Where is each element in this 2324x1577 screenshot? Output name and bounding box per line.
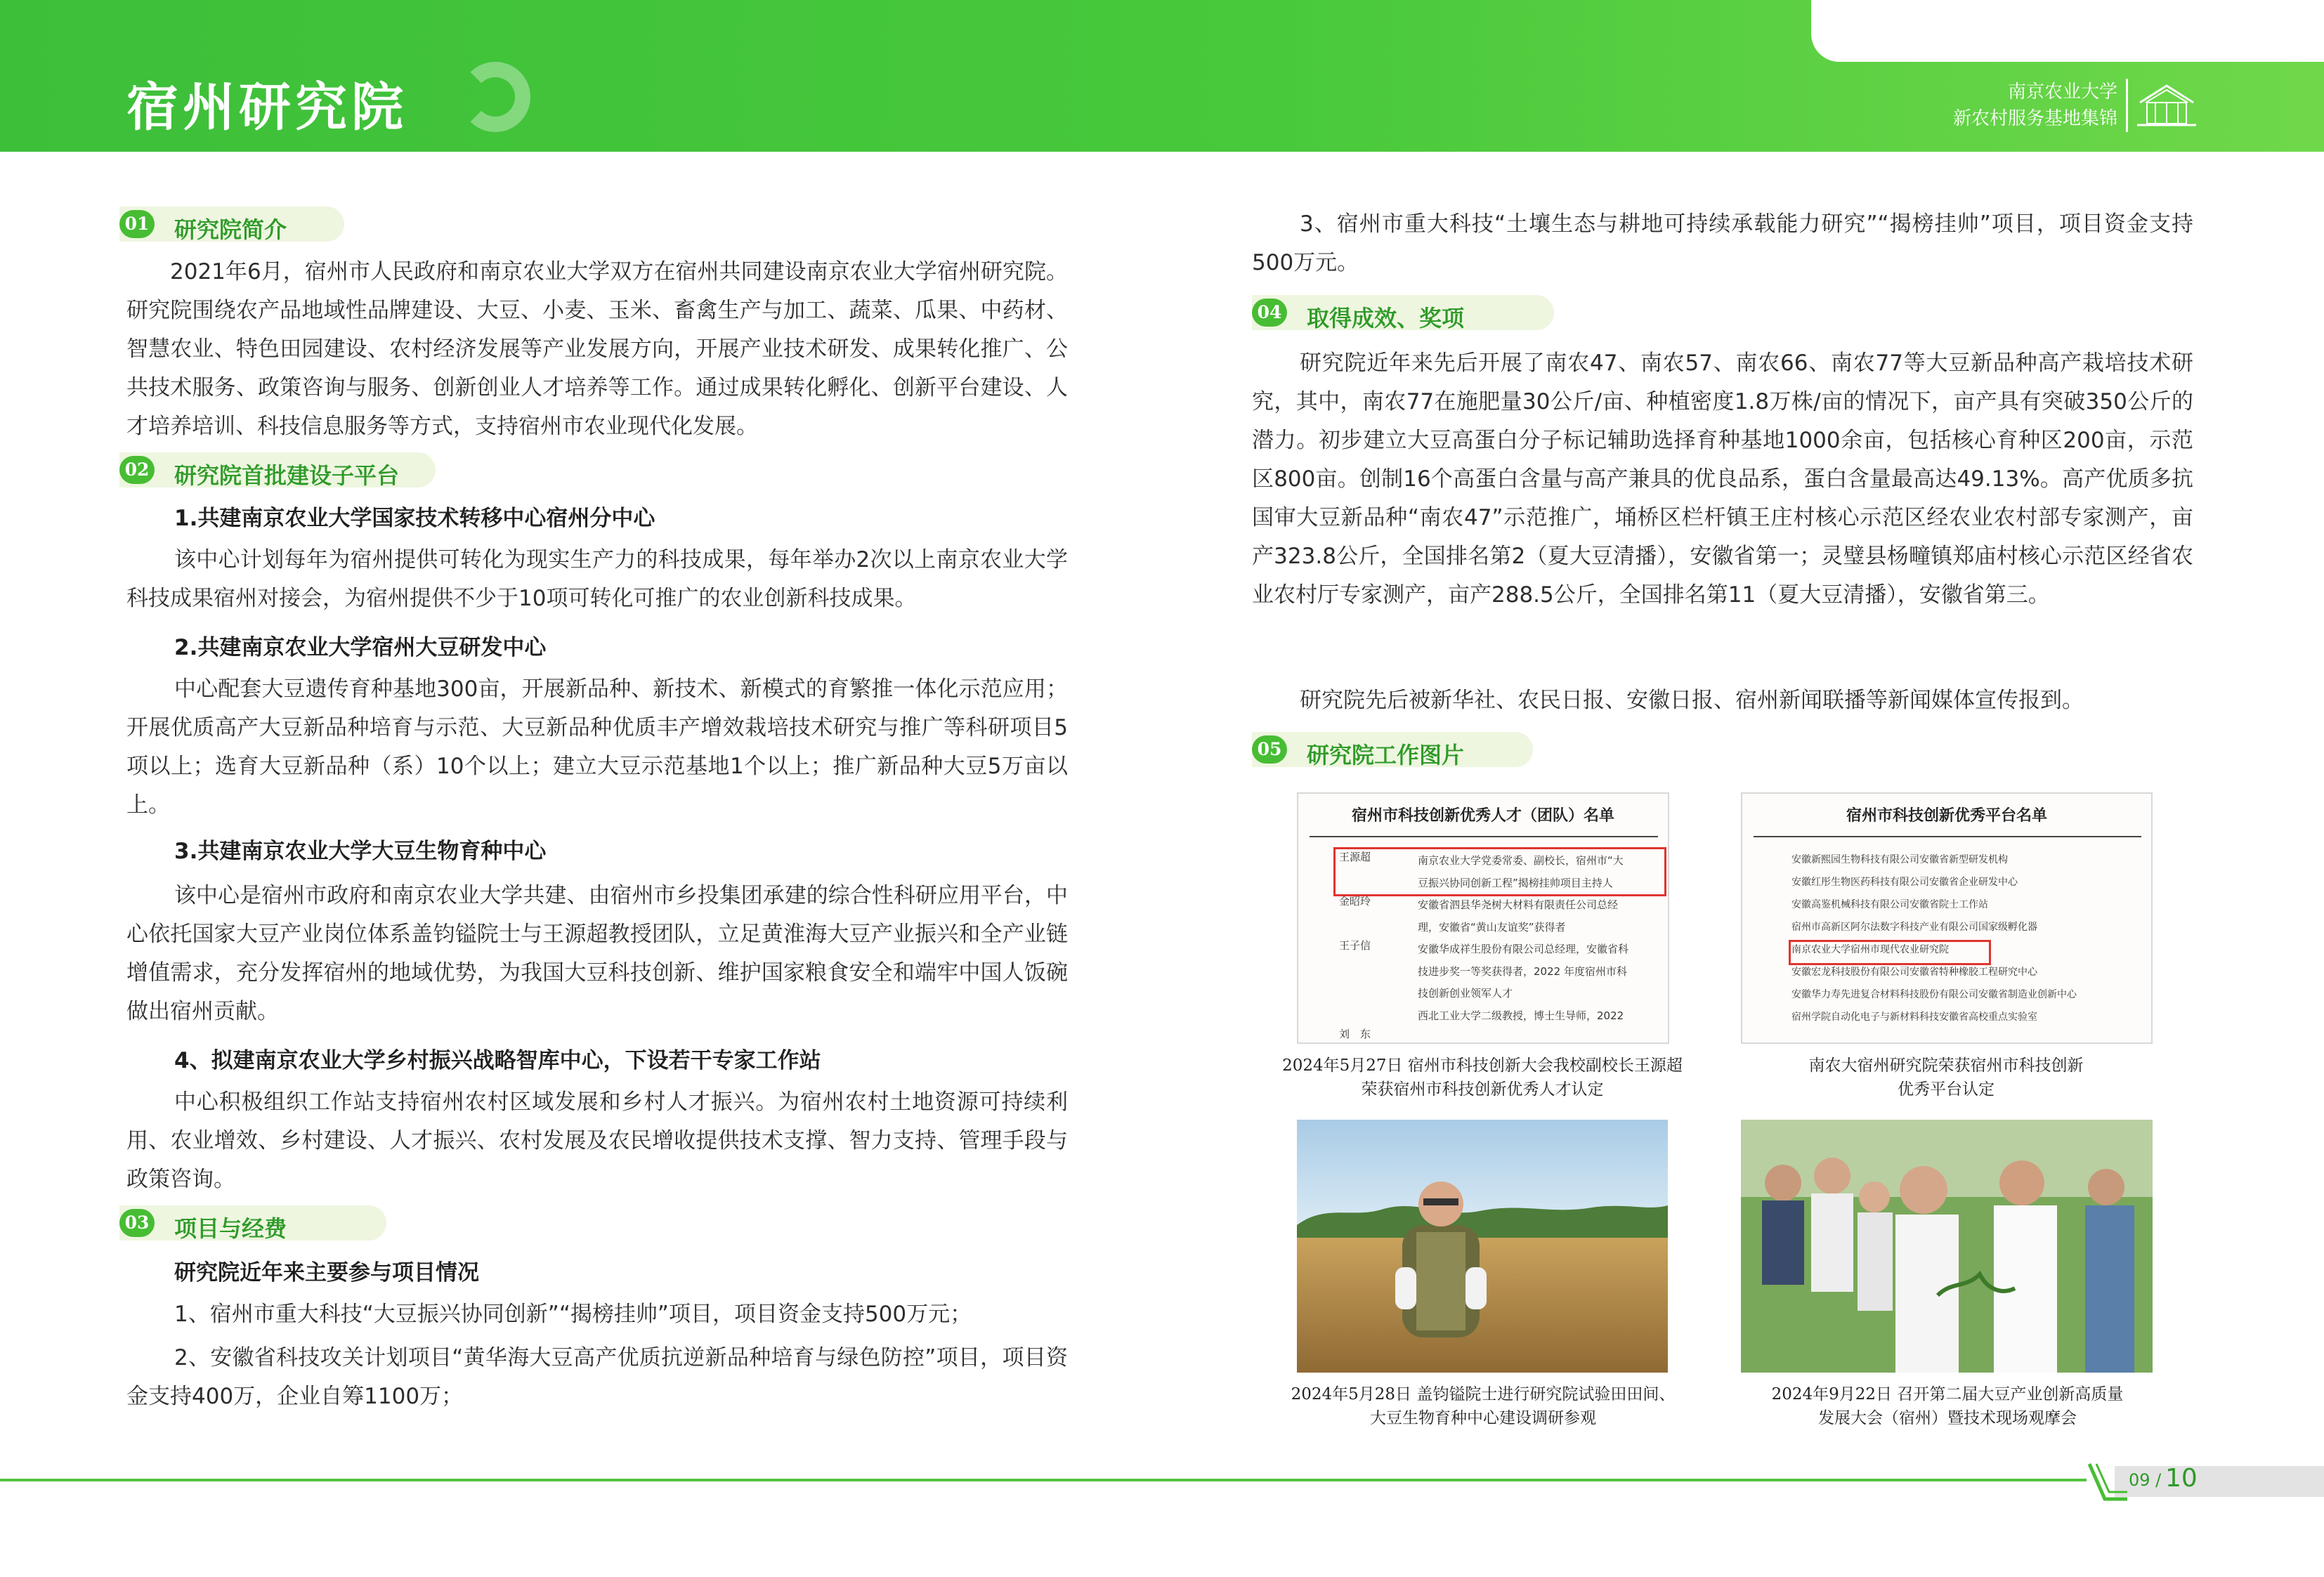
section-number: 03 xyxy=(119,1209,155,1237)
name: 刘 东 xyxy=(1339,1028,1371,1040)
description-line: 西北工业大学二级教授，博士生导师，2022 xyxy=(1418,1009,1624,1022)
description-line: 南京农业大学党委常委、副校长，宿州市“大 xyxy=(1418,854,1624,867)
section-title: 项目与经费 xyxy=(174,1215,287,1242)
decorative-ring xyxy=(460,62,530,132)
highlight-box xyxy=(1789,940,1991,965)
caption-line: 2024年5月27日 宿州市科技创新大会我校副校长王源超 xyxy=(1282,1056,1683,1075)
name: 金昭玲 xyxy=(1339,895,1371,908)
section-number: 04 xyxy=(1252,299,1287,327)
caption-line: 大豆生物育种中心建设调研参观 xyxy=(1370,1409,1596,1427)
header-corner-panel xyxy=(1811,0,2324,62)
intro-paragraph: 2021年6月，宿州市人民政府和南京农业大学双方在宿州共同建设南京农业大学宿州研究院。研究院围绕农产品地域性品牌建设、大豆、小麦、玉米、畜禽生产与加工、蔬菜、瓜果、中药材、智慧农业、特色田园建设、农村经济发展等产业发展方向，开展产业技术研发、成果转化推广、公共技术服务、政策咨询与服务、创新创业人才培养等工作。通过成果转化孵化、创新平台建设、人才培养培训、科技信息服务等方式，支持宿州市农业现代化发展。 xyxy=(126,259,1068,439)
platform-line: 安徽红彤生物医药科技有限公司安徽省企业研发中心 xyxy=(1791,877,2018,888)
caption-field-visit xyxy=(1269,1382,1697,1430)
section-head-photos xyxy=(1252,732,1533,767)
page-number-right: 10 xyxy=(2165,1464,2198,1493)
section-number: 01 xyxy=(119,210,155,238)
certificate-talent-list xyxy=(1297,792,1669,1044)
section-number: 02 xyxy=(119,456,155,484)
certificate-platform-list xyxy=(1741,792,2153,1044)
caption-line: 优秀平台认定 xyxy=(1898,1080,1995,1099)
section-head-projects xyxy=(119,1205,386,1241)
page-number-left: 09 / xyxy=(2129,1470,2162,1490)
description-line: 技创新创业领军人才 xyxy=(1418,987,1513,1000)
caption-line: 荣获宿州市科技创新优秀人才认定 xyxy=(1361,1080,1604,1099)
achievements-paragraph: 研究院近年来先后开展了南农47、南农57、南农66、南农77等大豆新品种高产栽培技术研究，其中，南农77在施肥量30公斤/亩、种植密度1.8万株/亩的情况下，亩产具有突破350公斤的潜力。初步建立大豆高蛋白分子标记辅助选择育种基地1000余亩，包括核心育种区200亩，示范区800亩。创制16个高蛋白含量与高产兼具的优良品系，蛋白含量最高达49.13%。高产优质多抗国审大豆新品种“南农47”示范推广，埇桥区栏杆镇王庄村核心示范区经农业农村部专家测产，亩产323.8公斤，全国排名第2（夏大豆清播），安徽省第一；灵璧县杨疃镇郑庙村核心示范区经省农业农村厅专家测产，亩产288.5公斤，全国排名第11（夏大豆清播），安徽省第三。 xyxy=(1252,351,2193,608)
highlight-box xyxy=(1333,847,1666,896)
building-logo-icon xyxy=(2136,81,2198,129)
platform-line: 安徽新熙园生物科技有限公司安徽省新型研发机构 xyxy=(1791,854,2008,865)
media-coverage-paragraph: 研究院先后被新华社、农民日报、安徽日报、宿州新闻联播等新闻媒体宣传报到。 xyxy=(1300,688,2084,713)
description-line: 技进步奖一等奖获得者，2022 年度宿州市科 xyxy=(1418,964,1627,978)
section-title: 取得成效、奖项 xyxy=(1307,305,1465,332)
platform-line: 安徽华力寿先进复合材料科技股份有限公司安徽省制造业创新中心 xyxy=(1791,989,2077,1000)
brand-divider xyxy=(2126,79,2128,132)
section-number: 05 xyxy=(1252,735,1287,764)
caption-platform xyxy=(1735,1054,2157,1101)
platform-line: 安徽高鉴机械科技有限公司安徽省院士工作站 xyxy=(1791,899,1988,910)
project-item-1: 1、宿州市重大科技“大豆振兴协同创新”“揭榜挂帅”项目，项目资金支持500万元； xyxy=(174,1302,972,1327)
page-title: 宿州研究院 xyxy=(126,77,407,138)
section-head-platforms xyxy=(119,452,436,488)
project-item-2: 2、安徽省科技攻关计划项目“黄华海大豆高产优质抗逆新品种培育与绿色防控”项目，项目资金支持400万，企业自筹1100万； xyxy=(126,1345,1068,1409)
platform-line: 宿州市高新区阿尔法数字科技产业有限公司国家级孵化器 xyxy=(1791,922,2037,933)
subheading-projects: 研究院近年来主要参与项目情况 xyxy=(174,1260,479,1285)
caption-talent xyxy=(1265,1054,1700,1101)
description-line: 安徽华成祥生股份有限公司总经理，安徽省科 xyxy=(1418,943,1629,955)
section-title: 研究院简介 xyxy=(174,216,287,243)
certificate-rule xyxy=(1310,836,1658,837)
name: 王子信 xyxy=(1339,939,1371,952)
caption-line: 南农大宿州研究院荣获宿州市科技创新 xyxy=(1808,1056,2084,1075)
description-line: 豆振兴协同创新工程”揭榜挂帅项目主持人 xyxy=(1418,876,1613,889)
platform-line: 宿州学院自动化电子与新材料科技安徽省高校重点实验室 xyxy=(1791,1012,2037,1023)
certificate-title: 宿州市科技创新优秀平台名单 xyxy=(1846,806,2047,825)
description-line: 理，安徽省“黄山友谊奖”获得者 xyxy=(1418,920,1566,934)
subheading-2: 2.共建南京农业大学宿州大豆研发中心 xyxy=(174,635,547,660)
brand-line-2: 新农村服务基地集锦 xyxy=(1952,108,2117,129)
caption-observation-meeting xyxy=(1737,1382,2158,1430)
caption-line: 2024年9月22日 召开第二届大豆产业创新高质量 xyxy=(1771,1385,2124,1403)
brand-line-1: 南京农业大学 xyxy=(2007,81,2117,103)
certificate-rule xyxy=(1754,836,2141,837)
description-line: 安徽省泗县华尧树大材料有限责任公司总经 xyxy=(1418,898,1619,911)
paragraph-breeding-center: 该中心是宿州市政府和南京农业大学共建、由宿州市乡投集团承建的综合性科研应用平台，中心依托国家大豆产业岗位体系盖钧镒院士与王源超教授团队，立足黄淮海大豆产业振兴和全产业链增值需求，充分发挥宿州的地域优势，为我国大豆科技创新、维护国家粮食安全和端牢中国人饭碗做出宿州贡献。 xyxy=(126,883,1068,1024)
paragraph-transfer-center: 该中心计划每年为宿州提供可转化为现实生产力的科技成果，每年举办2次以上南京农业大学科技成果宿州对接会，为宿州提供不少于10项可转化可推广的农业创新科技成果。 xyxy=(126,547,1068,611)
subheading-4: 4、拟建南京农业大学乡村振兴战略智库中心，下设若干专家工作站 xyxy=(174,1048,821,1073)
section-title: 研究院首批建设子平台 xyxy=(174,462,400,489)
subheading-3: 3.共建南京农业大学大豆生物育种中心 xyxy=(174,839,547,864)
footer-rule xyxy=(0,1479,2087,1481)
paragraph-think-tank: 中心积极组织工作站支持宿州农村区域发展和乡村人才振兴。为宿州农村土地资源可持续利用、农业增效、乡村建设、人才振兴、农村发展及农民增收提供技术支撑、智力支持、管理手段与政策咨询。 xyxy=(126,1089,1068,1192)
subheading-1: 1.共建南京农业大学国家技术转移中心宿州分中心 xyxy=(174,506,655,531)
section-title: 研究院工作图片 xyxy=(1307,742,1465,768)
name: 王源超 xyxy=(1339,851,1371,863)
certificate-title: 宿州市科技创新优秀人才（团队）名单 xyxy=(1351,806,1614,825)
page-left-value: 09 xyxy=(2129,1470,2150,1490)
brand-text xyxy=(1921,79,2117,132)
section-head-achievements xyxy=(1252,295,1554,330)
photo-observation-meeting xyxy=(1741,1120,2153,1373)
header-bar xyxy=(0,0,2324,152)
caption-line: 2024年5月28日 盖钧镒院士进行研究院试验田田间、 xyxy=(1291,1385,1676,1403)
paragraph-soybean-rd: 中心配套大豆遗传育种基地300亩，开展新品种、新技术、新模式的育繁推一体化示范应用；开展优质高产大豆新品种培育与示范、大豆新品种优质丰产增效栽培技术研究与推广等科研项目5项以上；选育大豆新品种（系）10个以上；建立大豆示范基地1个以上；推广新品种大豆5万亩以上。 xyxy=(126,676,1068,818)
photo-field-visit xyxy=(1297,1120,1668,1373)
footer-chevron-icon xyxy=(2087,1461,2129,1502)
platform-line: 南京农业大学宿州市现代农业研究院 xyxy=(1791,944,1949,955)
caption-line: 发展大会（宿州）暨技术现场观摩会 xyxy=(1818,1409,2077,1427)
certificate-platform-rows xyxy=(1791,849,2143,1028)
section-head-intro xyxy=(119,207,344,242)
project-item-3: 3、宿州市重大科技“土壤生态与耕地可持续承载能力研究”“揭榜挂帅”项目，项目资金支持500万元。 xyxy=(1252,211,2193,275)
platform-line: 安徽宏龙科技股份有限公司安徽省特种橡胶工程研究中心 xyxy=(1791,967,2037,978)
